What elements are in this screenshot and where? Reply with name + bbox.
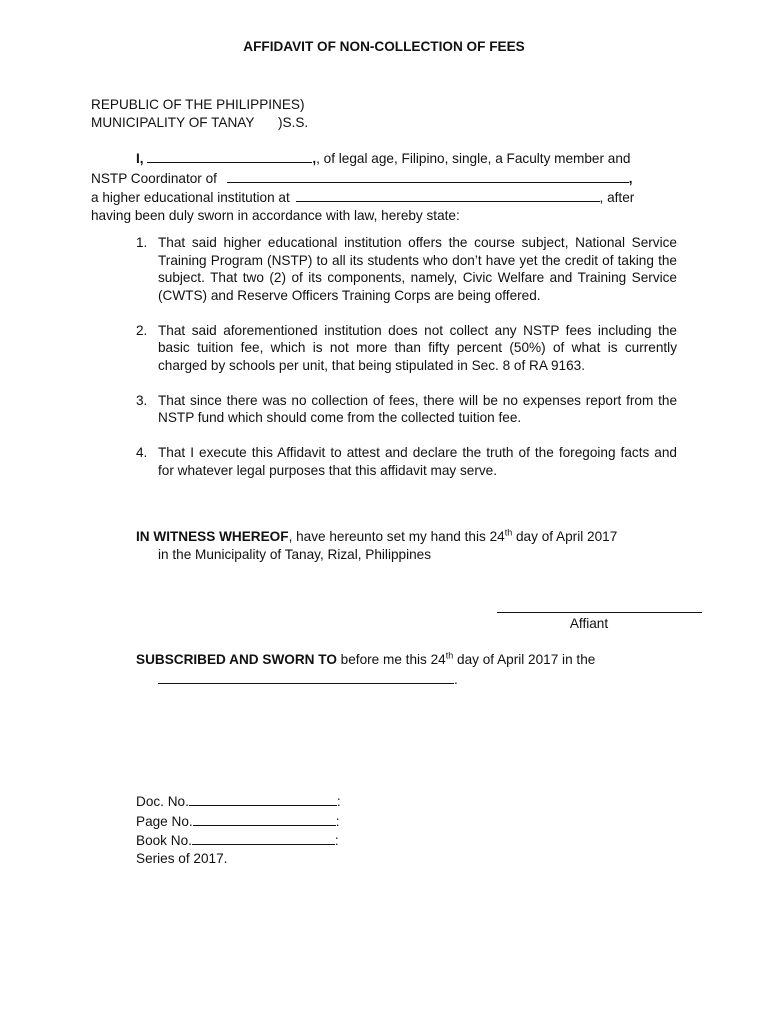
statement-list bbox=[136, 234, 677, 497]
series-label: Series of 2017. bbox=[136, 850, 228, 866]
list-item: 2. That said aforementioned institution does not collect any NSTP fees including the basic tuition fee, which is not more than fifty percent (50%) of what is currently charged by schools per unit, that being stipulated in Sec. 8 of RA 9163. bbox=[136, 322, 677, 373]
book-no-label: Book No. bbox=[136, 833, 192, 848]
page-no-blank[interactable] bbox=[193, 811, 336, 826]
list-item: 3. That since there was no collection of fees, there will be no expenses report from the NSTP fund which should come from the collected tuition fee. bbox=[136, 392, 677, 425]
intro-institution-label: a higher educational institution at bbox=[91, 190, 294, 205]
institution-address-blank[interactable] bbox=[296, 187, 600, 202]
venue-ss: )S.S. bbox=[278, 114, 309, 130]
doc-no-blank[interactable] bbox=[189, 791, 337, 806]
doc-no-label: Doc. No. bbox=[136, 794, 189, 809]
page-no-label: Page No. bbox=[136, 813, 193, 829]
sworn-place-blank[interactable] bbox=[158, 669, 454, 684]
subscribed-sworn-paragraph: SUBSCRIBED AND SWORN TO before me this 24th day of April 2017 in the . bbox=[136, 650, 596, 687]
intro-after-institution: , after bbox=[599, 190, 635, 205]
intro-paragraph: I, ,, of legal age, Filipino, single, a Faculty member and NSTP Coordinator of , a higher educational institution at , after having been duly sworn in accordance with law, hereby state: bbox=[91, 148, 677, 224]
affiant-label: Affiant bbox=[569, 616, 609, 631]
venue-municipality: MUNICIPALITY OF TANAY bbox=[91, 114, 255, 130]
notarial-references: Doc. No. : Page No. : Book No. : Series of 2017. bbox=[136, 791, 341, 867]
venue-republic: REPUBLIC OF THE PHILIPPINES) bbox=[91, 97, 305, 112]
intro-i-label: I, bbox=[136, 151, 148, 166]
sworn-bold: SUBSCRIBED AND SWORN TO bbox=[136, 652, 337, 667]
affiant-signature-line[interactable] bbox=[497, 596, 702, 613]
intro-nstp-label: NSTP Coordinator of bbox=[91, 170, 221, 186]
nstp-institution-blank[interactable] bbox=[227, 168, 629, 183]
witness-bold: IN WITNESS WHEREOF bbox=[136, 529, 289, 544]
list-item: 1. That said higher educational institution offers the course subject, National Service Training Program (NSTP) to all its students who don’t have yet the credit of taking the subject. That two (2) of its components, namely, Civic Welfare and Training Service (CWTS) and Reserve Officers Training Corps are being offered. bbox=[136, 235, 677, 303]
document-title: AFFIDAVIT OF NON-COLLECTION OF FEES bbox=[243, 39, 525, 54]
intro-sworn-line: having been duly sworn in accordance with law, hereby state: bbox=[91, 207, 460, 223]
affiant-name-blank[interactable] bbox=[147, 148, 312, 163]
book-no-blank[interactable] bbox=[192, 830, 335, 845]
venue-block bbox=[91, 96, 316, 131]
list-item: 4. That I execute this Affidavit to attest and declare the truth of the foregoing facts and for whatever legal purposes that this affidavit may serve. bbox=[136, 445, 677, 478]
witness-paragraph: IN WITNESS WHEREOF, have hereunto set my hand this 24th day of April 2017 in the Municipality of Tanay, Rizal, Philippines bbox=[136, 527, 618, 562]
intro-after-name: , of legal age, Filipino, single, a Faculty member and bbox=[316, 151, 631, 166]
